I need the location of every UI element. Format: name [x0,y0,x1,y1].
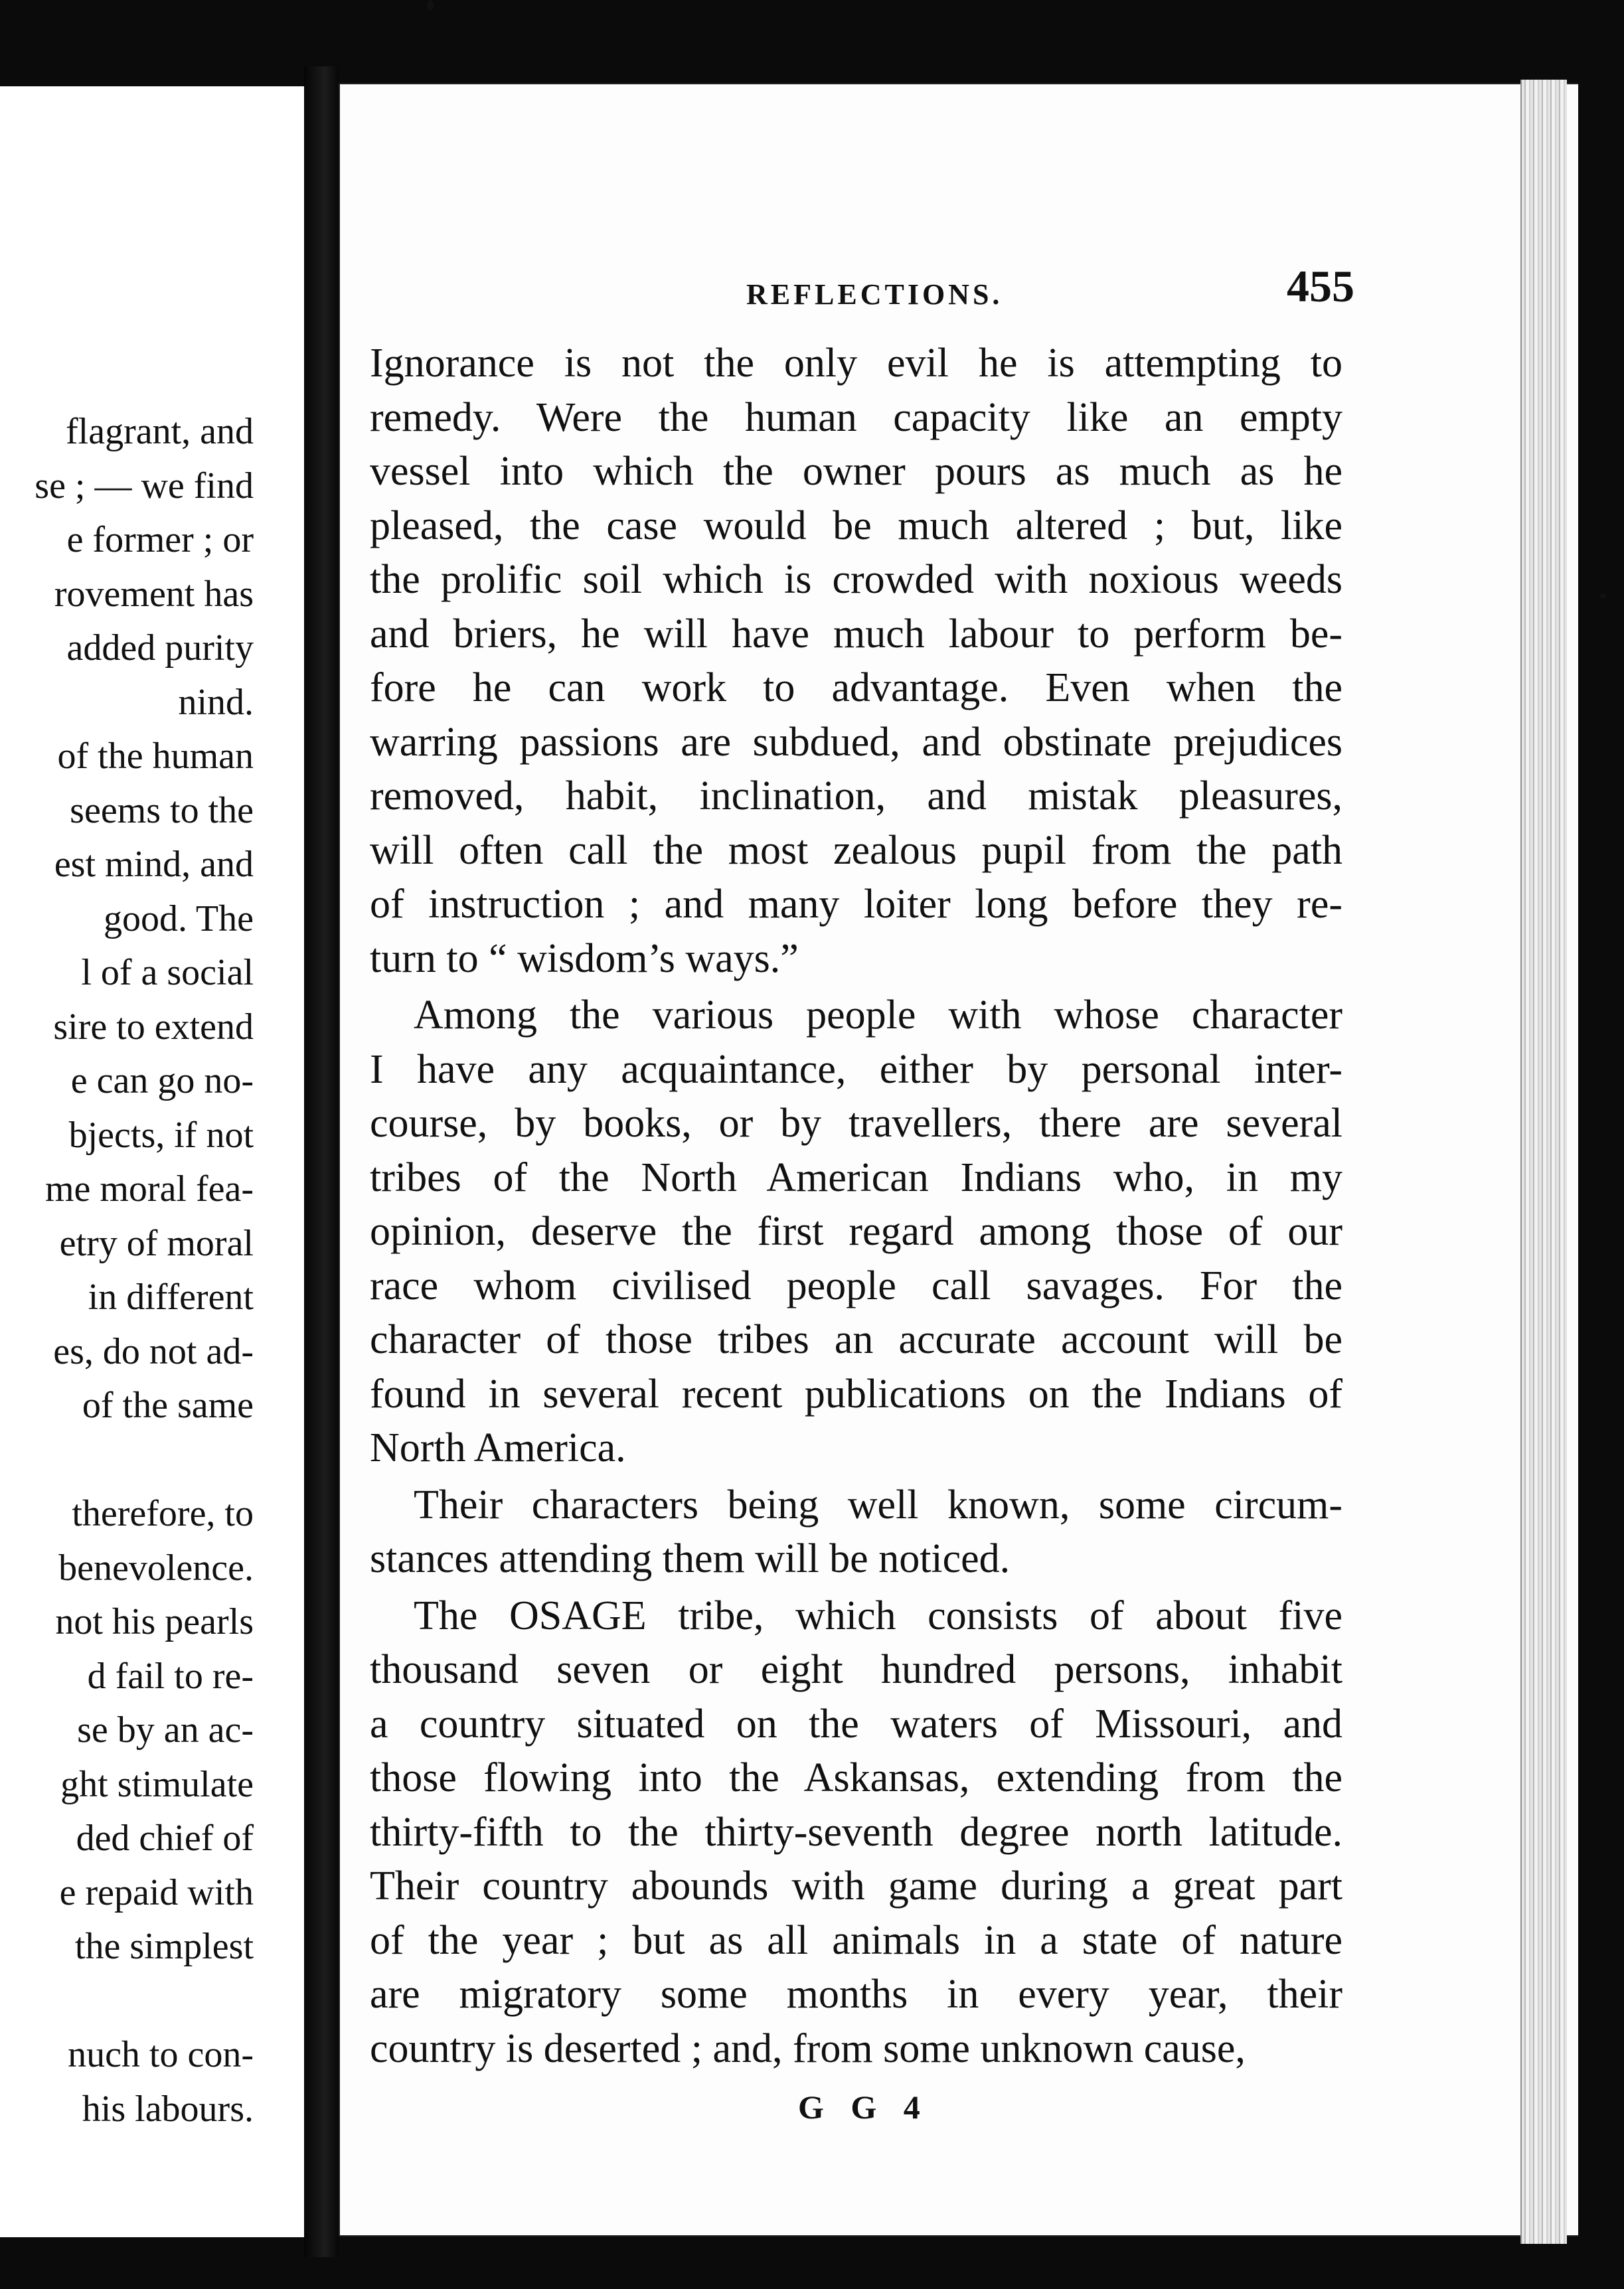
left-page-line: the simplest [74,1926,254,1967]
left-page [0,86,306,2237]
left-page-line: his labours. [82,2088,254,2130]
text-line: course, by books, or by travellers, there are several [370,1101,1342,1146]
paragraph [370,1589,1342,2077]
left-page-line: added purity [66,627,254,669]
left-page-line: in different [88,1277,254,1318]
text-line: North America. [370,1425,626,1470]
left-page-line: therefore, to [72,1493,254,1534]
text-line: of instruction ; and many loiter long before they re- [370,882,1342,927]
binding-gutter [304,66,339,2257]
left-page-line: not his pearls [55,1601,254,1642]
left-page-line: bjects, if not [68,1114,254,1156]
left-page-line: flagrant, and [66,411,254,452]
left-page-line: of the human [57,736,254,777]
speck [427,0,434,11]
left-page-line: e can go no- [70,1060,254,1101]
text-line: found in several recent publications on the Indians of [370,1371,1342,1417]
text-line: I have any acquaintance, either by personal inter- [370,1046,1342,1092]
text-line: stances attending them will be noticed. [370,1536,1011,1581]
left-page-line: ded chief of [76,1818,254,1859]
text-line: will often call the most zealous pupil from the path [370,827,1342,873]
body-text [370,337,1342,2076]
text-line: the prolific soil which is crowded with noxious weeds [370,557,1342,602]
left-page-line: rovement has [54,573,254,615]
left-page-line: etry of moral [59,1222,254,1264]
text-line: removed, habit, inclination, and mistak pleasures, [370,773,1342,819]
left-page-line: e repaid with [59,1871,254,1913]
left-page-line: l of a social [81,952,254,993]
left-page-line: me moral fea- [44,1168,254,1210]
text-line: vessel into which the owner pours as much as he [370,449,1342,494]
left-page-line: sire to extend [53,1006,254,1048]
text-line: character of those tribes an accurate account will be [370,1317,1342,1362]
text-line: country is deserted ; and, from some unknown cause, [370,2025,1246,2071]
left-page-line: seems to the [70,789,254,831]
text-line: warring passions are subdued, and obstinate prejudices [370,719,1342,765]
text-line: and briers, he will have much labour to perform be- [370,611,1342,657]
text-line: Their country abounds with game during a great part [370,1863,1342,1909]
text-line: fore he can work to advantage. Even when the [370,665,1342,710]
left-page-line: se by an ac- [77,1709,254,1751]
left-page-line: good. The [103,898,254,939]
left-page-line: se ; — we find [35,465,254,507]
left-page-line: nuch to con- [68,2034,254,2075]
text-line: remedy. Were the human capacity like an empty [370,394,1342,440]
left-page-line: e former ; or [66,519,254,560]
left-page-line: of the same [82,1385,254,1426]
text-line: race whom civilised people call savages. For the [370,1263,1342,1308]
running-head-title: REFLECTIONS. [746,278,1003,311]
page-edges [1520,80,1567,2244]
text-line: Among the various people with whose character [414,992,1342,1038]
speck [1600,593,1606,599]
text-line: The OSAGE tribe, which consists of about five [414,1593,1342,1638]
text-line: tribes of the North American Indians who, in my [370,1154,1342,1200]
text-line: thirty-fifth to the thirty-seventh degree north latitude. [370,1809,1342,1855]
text-line: Their characters being well known, some circum- [414,1482,1342,1528]
text-line: are migratory some months in every year, their [370,1972,1342,2017]
page-number: 455 [1287,261,1354,311]
text-line: pleased, the case would be much altered ; but, like [370,503,1342,548]
paragraph [370,988,1342,1476]
text-line: turn to “ wisdom’s ways.” [370,935,799,981]
text-line: of the year ; but as all animals in a state of nature [370,1917,1342,1963]
left-page-line: benevolence. [58,1547,254,1589]
paragraph [370,1478,1342,1587]
text-line: opinion, deserve the first regard among those of our [370,1209,1342,1254]
signature-mark: G G 4 [798,2089,930,2126]
left-page-line: est mind, and [54,844,254,885]
text-line: Ignorance is not the only evil he is attempting to [370,341,1342,386]
text-line: thousand seven or eight hundred persons, inhabit [370,1647,1342,1692]
right-page [339,83,1578,2237]
left-page-line: nind. [178,681,254,723]
running-head [340,260,1578,333]
left-page-line: d fail to re- [87,1655,254,1697]
text-line: those flowing into the Askansas, extending from the [370,1755,1342,1800]
left-page-line: ght stimulate [60,1763,254,1805]
paragraph [370,337,1342,986]
text-line: a country situated on the waters of Missouri, and [370,1701,1342,1747]
left-page-line: es, do not ad- [53,1330,254,1372]
